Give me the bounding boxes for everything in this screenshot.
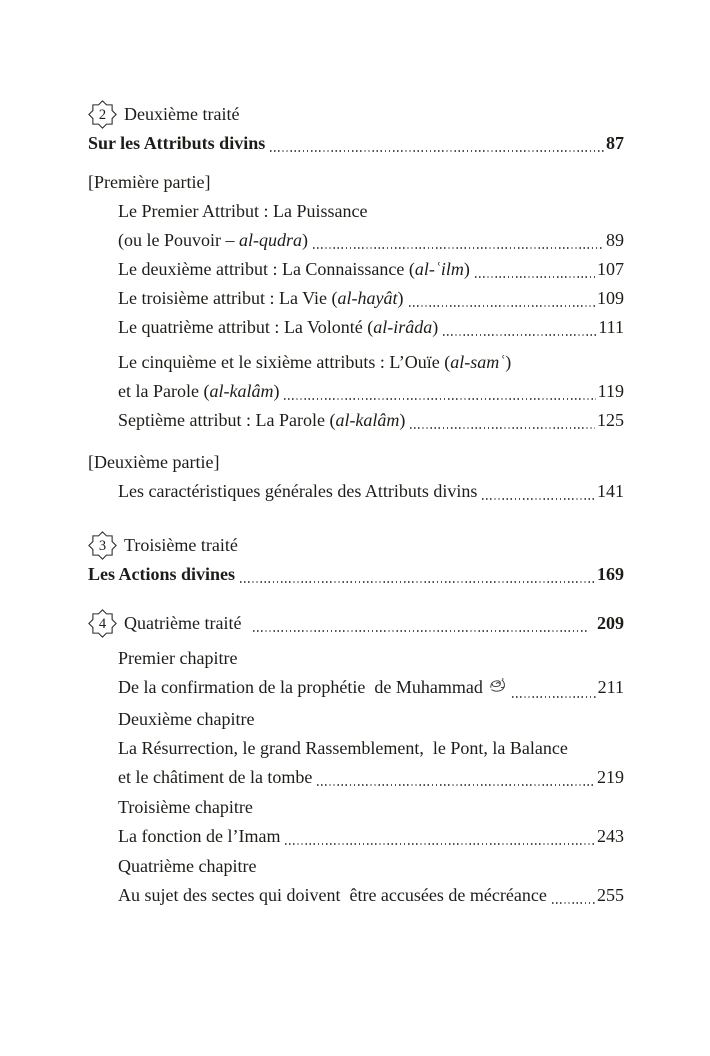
entry-text: et le châtiment de la tombe [118,767,313,787]
entry-text: Le deuxième attribut : La Connaissance ( [118,259,415,279]
entry-text-arabic: al-ʿilm [414,259,464,279]
part-heading [88,168,624,197]
treatise-3-title-row [88,560,624,589]
toc-entry-line [88,673,624,704]
toc-entry-line [88,406,624,435]
dot-leader [552,902,595,904]
entry-text-arabic: al-kalâm [335,410,400,430]
entry-text: et la Parole ( [118,381,210,401]
entry-text: ) [302,230,308,250]
saws-honorific-icon [489,673,507,702]
chapter-label: Quatrième chapitre [118,856,257,876]
treatise-title: Les Actions divines [88,564,236,584]
toc-entry-line [88,822,624,851]
page-number: 111 [598,317,624,337]
toc-entry-line [88,226,624,255]
chapter-label: Troisième chapitre [118,797,253,817]
treatise-3-section [88,530,624,589]
entry-text: Le quatrième attribut : La Volonté ( [118,317,374,337]
badge-number: 3 [98,537,107,554]
toc-entry-line [88,284,624,313]
entry-text-arabic: al-samʿ [450,352,506,372]
page-number: 211 [597,677,624,697]
entry-text: ) [463,259,470,279]
chapter-label-row [88,705,624,734]
treatise-4-section [88,608,624,910]
entry-text-arabic: al-irâda [373,317,433,337]
page-number: 209 [597,613,624,633]
part-heading [88,448,624,477]
treatise-number-badge [88,100,117,129]
entry-text: Le cinquième et le sixième attributs : L’Ouïe ( [118,352,451,372]
entry-text: Le troisième attribut : La Vie ( [118,288,338,308]
entry-text-arabic: al-hayât [337,288,398,308]
chapter-label: Deuxième chapitre [118,709,255,729]
page-number: 109 [597,288,624,308]
dot-leader [284,398,595,400]
treatise-title: Sur les Attributs divins [88,133,266,153]
dot-leader [285,843,595,845]
toc-entry-line [88,477,624,506]
part-heading-label: [Première partie] [88,172,211,192]
page-number: 119 [597,381,624,401]
entry-text: Au sujet des sectes qui doivent être accusées de mécréance [118,885,547,905]
chapter-label-row [88,644,624,673]
entry-text: Septième attribut : La Parole ( [118,410,336,430]
dot-leader [253,630,588,632]
toc-entry-line [88,255,624,284]
dot-leader [240,581,595,583]
treatise-2-heading-row [88,99,624,129]
entry-text: (ou le Pouvoir – [118,230,239,250]
page-number: 169 [597,564,624,584]
dot-leader [313,247,604,249]
toc-entry-line [88,377,624,406]
chapter-label: Premier chapitre [118,648,238,668]
chapter-label-row [88,793,624,822]
page-number: 243 [597,826,624,846]
entry-text: Le Premier Attribut : La Puissance [118,201,368,221]
page-number: 107 [597,259,624,279]
toc-entry-line [88,734,624,763]
page-number: 219 [597,767,624,787]
part-heading-label: [Deuxième partie] [88,452,220,472]
entry-text-arabic: al-qudra [239,230,302,250]
treatise-number-badge [88,609,117,638]
toc-entry-line [88,313,624,342]
dot-leader [270,150,604,152]
entry-text: La fonction de l’Imam [118,826,281,846]
page-number: 125 [597,410,624,430]
page-number: 89 [606,230,624,250]
treatise-2-section [88,99,624,506]
treatise-heading-label: Deuxième traité [124,104,240,124]
entry-text: De la confirmation de la prophétie de Muhammad [118,677,488,697]
page-number: 87 [606,133,624,153]
page-number: 255 [597,885,624,905]
entry-text: ) [397,288,404,308]
dot-leader [482,498,595,500]
dot-leader [317,784,595,786]
treatise-3-heading-row [88,530,624,560]
entry-text: ) [399,410,406,430]
dot-leader [512,696,595,698]
dot-leader [475,276,595,278]
toc-entry-line [88,881,624,910]
entry-text: ) [273,381,280,401]
entry-text-arabic: al-kalâm [209,381,274,401]
dot-leader [409,305,595,307]
entry-text: ) [505,352,512,372]
dot-leader [443,334,596,336]
badge-number: 4 [98,615,107,632]
treatise-heading-label: Quatrième traité [124,613,242,633]
treatise-4-heading-row [88,608,624,638]
badge-number: 2 [98,106,107,123]
treatise-heading-label: Troisième traité [124,535,238,555]
page-number: 141 [597,481,624,501]
treatise-number-badge [88,531,117,560]
treatise-2-title-row [88,129,624,158]
toc-entry-line [88,348,624,377]
chapter-label-row [88,852,624,881]
entry-text: La Résurrection, le grand Rassemblement, le Pont, la Balance [118,738,568,758]
entry-text: Les caractéristiques générales des Attributs divins [118,481,478,501]
toc-entry-line [88,197,624,226]
toc-entry-line [88,763,624,792]
entry-text: ) [432,317,439,337]
dot-leader [410,427,595,429]
